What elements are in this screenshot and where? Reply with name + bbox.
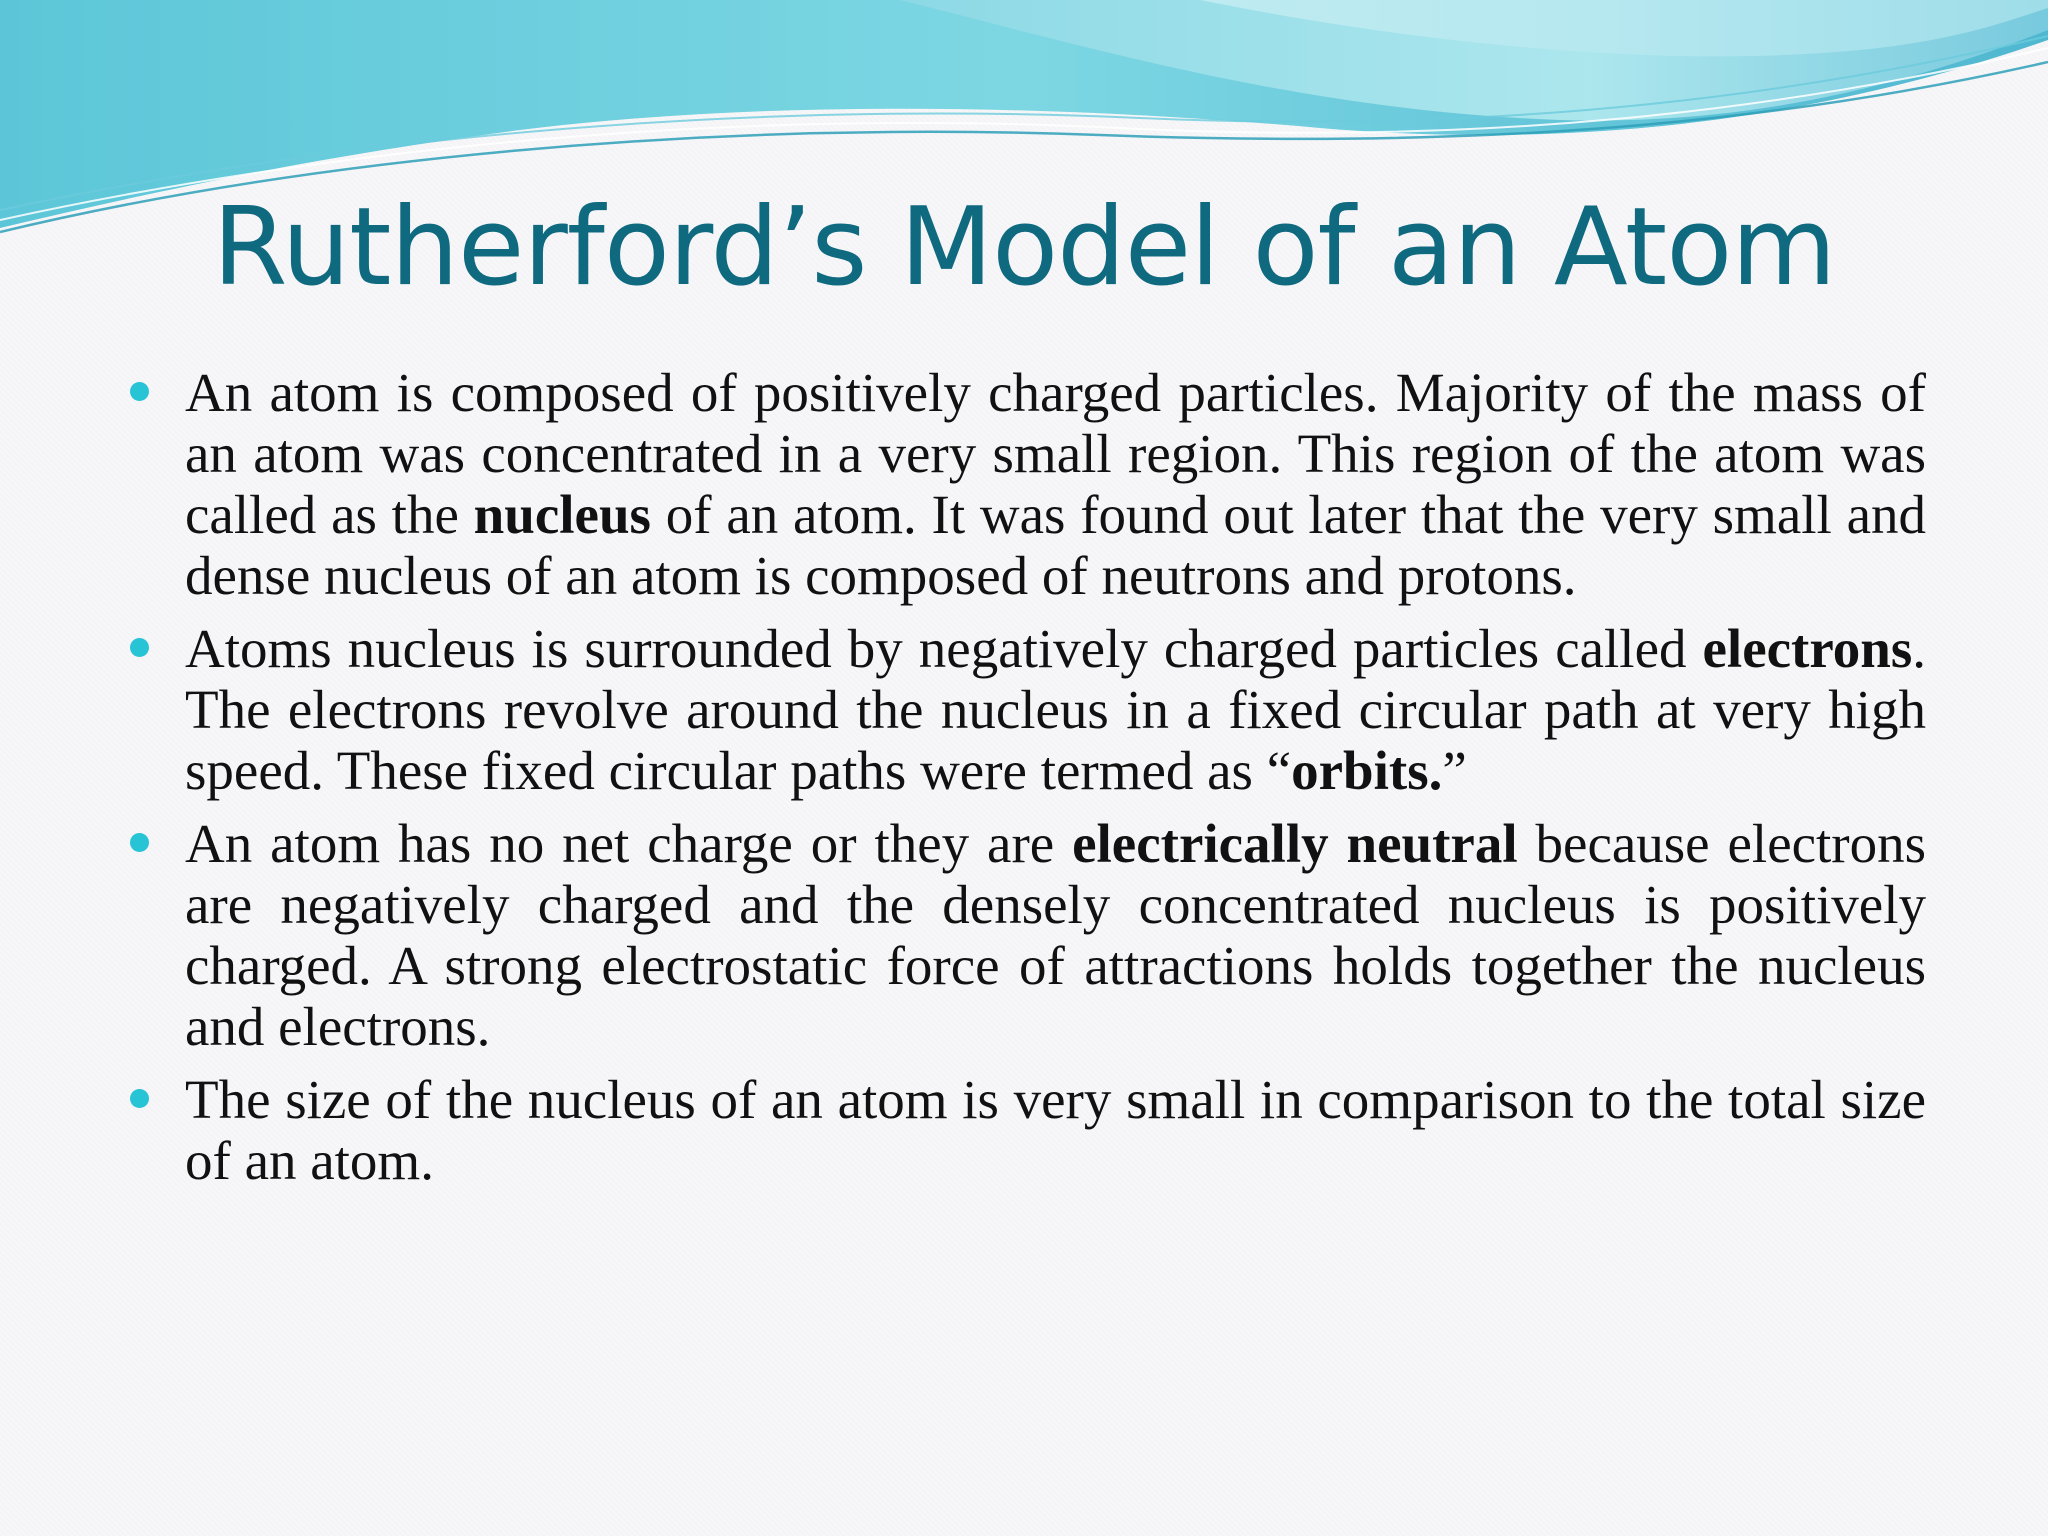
bullet-text-segment: of an atom. It was found out later that the very small and dense nucleus of an atom is composed of neutrons and protons.: [185, 484, 1926, 606]
bold-term-nucleus: nucleus: [473, 484, 651, 545]
bullet-text-segment: because electrons are negatively charged and the densely concentrated nucleus is positively charged. A strong electrostatic force of attractions holds together the nucleus and electrons.: [185, 813, 1927, 1057]
bullet-text-segment: Atoms nucleus is surrounded by negatively charged particles called: [185, 618, 1703, 679]
bullet-dot-icon: [130, 382, 149, 401]
bullet-text-segment: An atom has no net charge or they are: [185, 813, 1073, 874]
bullet-text-segment: ”: [1442, 740, 1467, 801]
slide-title: Rutherford’s Model of an Atom: [212, 185, 1836, 310]
bullet-list: [130, 362, 1926, 1203]
bold-term-electrically-neutral: electrically neutral: [1072, 813, 1518, 874]
bold-term-orbits: orbits.: [1291, 740, 1443, 801]
bullet-dot-icon: [130, 638, 149, 657]
bullet-item: [130, 1069, 1926, 1191]
bullet-dot-icon: [130, 1089, 149, 1108]
bold-term-electrons: electrons: [1702, 618, 1913, 679]
bullet-item: [130, 813, 1926, 1057]
bullet-text-segment: . The electrons revolve around the nucleus in a fixed circular path at very high speed. These fixed circular paths were termed as “: [185, 618, 1926, 801]
bullet-text-segment: The size of the nucleus of an atom is very small in comparison to the total size of an atom.: [185, 1069, 1926, 1191]
bullet-text-segment: An atom is composed of positively charged particles. Majority of the mass of an atom was concentrated in a very small region. This region of the atom was called as the: [185, 362, 1926, 545]
bullet-item: [130, 618, 1926, 801]
bullet-item: [130, 362, 1926, 606]
bullet-dot-icon: [130, 833, 149, 852]
